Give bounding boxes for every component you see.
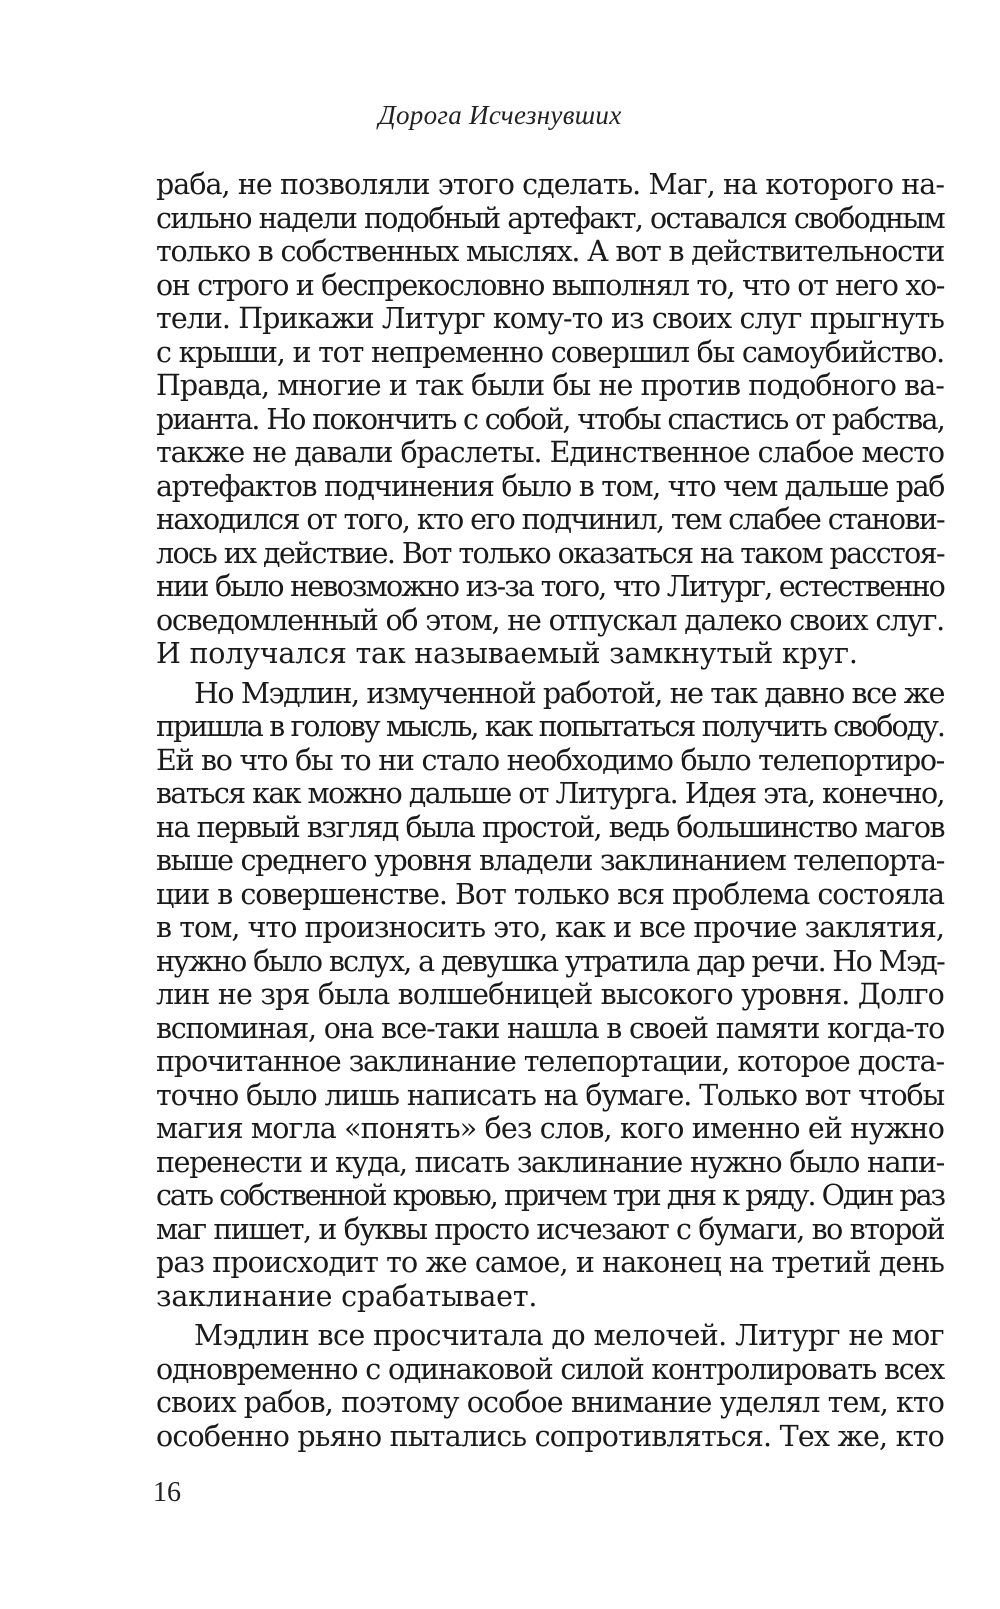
text-line: одновременно с одинаковой силой контролировать всех xyxy=(156,1352,944,1386)
paragraph-3 xyxy=(156,1319,944,1453)
text-line: вспоминая, она все-таки нашла в своей памяти когда-то xyxy=(156,1011,944,1045)
text-line: ваться как можно дальше от Литурга. Идея эта, конечно, xyxy=(156,777,944,810)
text-line: осведомленный об этом, не отпускал далеко своих слуг. xyxy=(156,603,944,637)
text-line: ции в совершенстве. Вот только вся проблема состояла xyxy=(156,877,944,911)
text-line: Но Мэдлин, измученной работой, не так давно все же xyxy=(194,676,944,710)
body-text xyxy=(156,168,944,1453)
text-line: артефактов подчинения было в том, что чем дальше раб xyxy=(156,469,944,503)
text-line: в том, что произносить это, как и все прочие заклятия, xyxy=(156,911,944,944)
text-line: своих рабов, поэтому особое внимание уделял тем, кто xyxy=(156,1386,944,1419)
text-line: заклинание срабатывает. xyxy=(156,1279,538,1313)
text-line: Ей во что бы то ни стало необходимо было телепортиро- xyxy=(156,743,944,777)
text-line: Правда, многие и так были бы не против подобного ва- xyxy=(156,369,944,402)
text-line: лин не зря была волшебницей высокого уровня. Долго xyxy=(156,978,944,1011)
text-line: также не давали браслеты. Единственное слабое место xyxy=(156,436,944,469)
text-line: тели. Прикажи Литург кому-то из своих слуг прыгнуть xyxy=(156,302,944,335)
text-line: перенести и куда, писать заклинание нужно было напи- xyxy=(156,1145,944,1179)
text-line: сать собственной кровью, причем три дня к ряду. Один раз xyxy=(156,1179,944,1212)
text-line: на первый взгляд была простой, ведь большинство магов xyxy=(156,810,944,844)
paragraph-2 xyxy=(156,677,944,1314)
running-head: Дорога Исчезнувших xyxy=(378,100,622,130)
text-line: особенно рьяно пытались сопротивляться. Тех же, кто xyxy=(156,1419,944,1453)
text-line: лось их действие. Вот только оказаться на таком расстоя- xyxy=(156,536,944,570)
text-line: Мэдлин все просчитала до мелочей. Литург не мог xyxy=(194,1319,944,1352)
paragraph-1 xyxy=(156,168,944,671)
text-line: нужно было вслух, а девушка утратила дар речи. Но Мэд- xyxy=(156,944,944,978)
text-line: пришла в голову мысль, как попытаться получить свободу. xyxy=(156,710,944,743)
text-line: нии было невозможно из-за того, что Литург, естественно xyxy=(156,570,944,603)
text-line: он строго и беспрекословно выполнял то, что от него хо- xyxy=(156,268,944,302)
page-number: 16 xyxy=(153,1477,181,1508)
text-line: рианта. Но покончить с собой, чтобы спастись от рабства, xyxy=(156,402,944,436)
text-line: маг пишет, и буквы просто исчезают с бумаги, во второй xyxy=(156,1212,944,1246)
text-line: раз происходит то же самое, и наконец на третий день xyxy=(156,1246,944,1279)
text-line: находился от того, кто его подчинил, тем слабее станови- xyxy=(156,503,944,536)
text-line: с крыши, и тот непременно совершил бы самоубийство. xyxy=(156,335,944,369)
text-line: раба, не позволяли этого сделать. Маг, на которого на- xyxy=(156,168,944,201)
text-line: магия могла «понять» без слов, кого именно ей нужно xyxy=(156,1112,944,1145)
text-line: прочитанное заклинание телепортации, которое доста- xyxy=(156,1045,944,1078)
text-line: сильно надели подобный артефакт, оставался свободным xyxy=(156,201,944,235)
text-line: выше среднего уровня владели заклинанием телепорта- xyxy=(156,844,944,877)
text-line: только в собственных мыслях. А вот в действительности xyxy=(156,235,944,268)
text-line: точно было лишь написать на бумаге. Только вот чтобы xyxy=(156,1078,944,1112)
text-line: И получался так называемый замкнутый круг. xyxy=(156,637,858,670)
